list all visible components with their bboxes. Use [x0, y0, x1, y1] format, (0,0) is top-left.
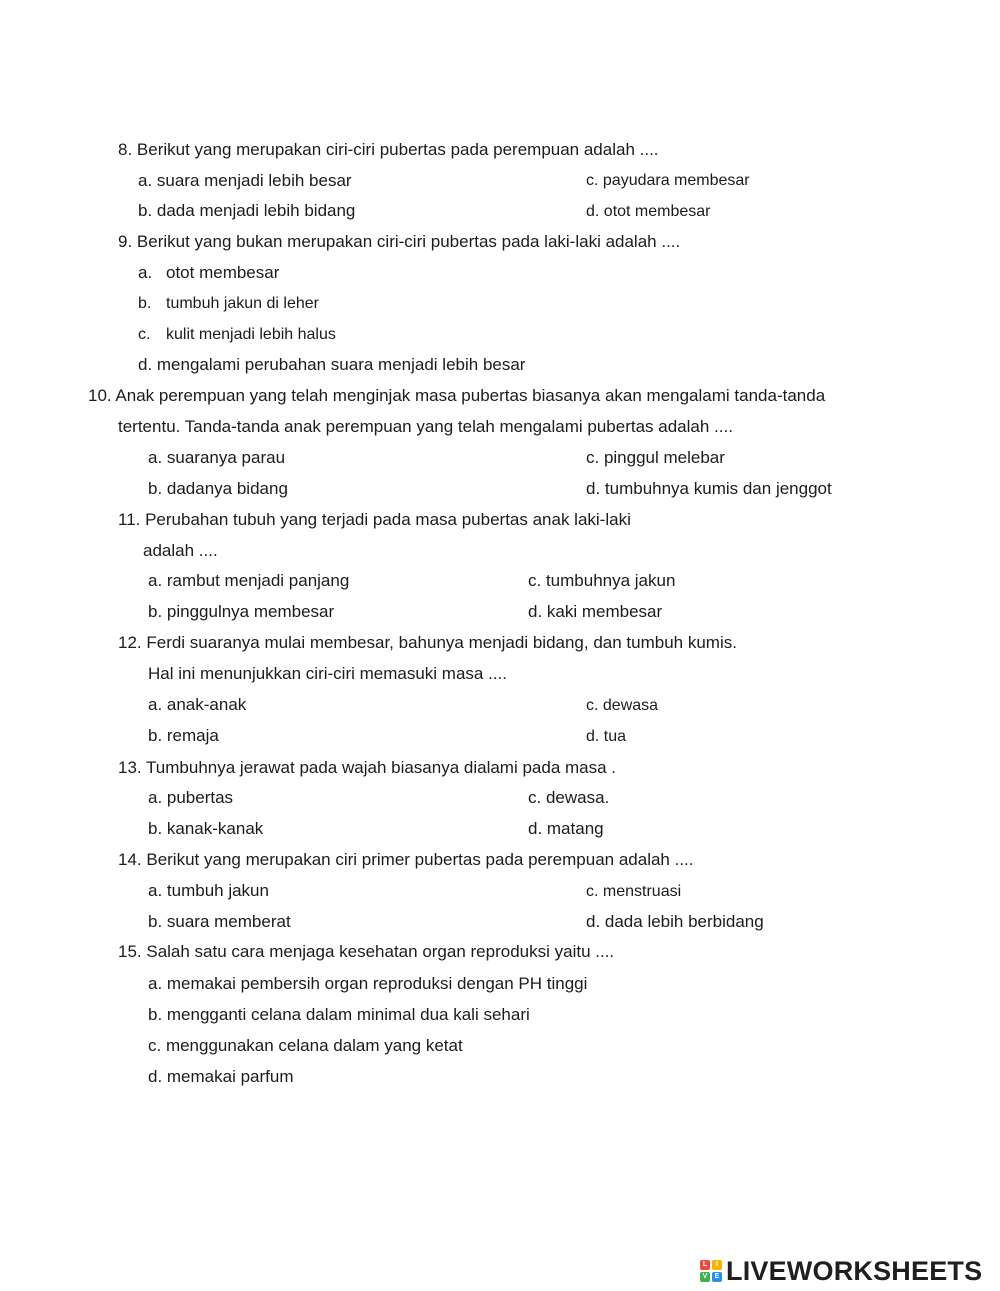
- q8-option-c: c. payudara membesar: [586, 172, 750, 189]
- q10-option-b: b. dadanya bidang: [148, 479, 288, 498]
- question-13: 13. Tumbuhnya jerawat pada wajah biasanya dialami pada masa .: [118, 758, 617, 777]
- q11-option-a: a. rambut menjadi panjang: [148, 571, 350, 590]
- q9-option-a-letter: a.: [138, 263, 153, 282]
- q14-option-c: c. menstruasi: [586, 883, 682, 900]
- q11-option-d: d. kaki membesar: [528, 602, 663, 621]
- logo-tile-l: L: [700, 1260, 710, 1270]
- question-10-line1: 10. Anak perempuan yang telah menginjak masa pubertas biasanya akan mengalami tanda-tanda: [88, 386, 826, 405]
- q8-option-b: b. dada menjadi lebih bidang: [138, 201, 356, 220]
- question-9: 9. Berikut yang bukan merupakan ciri-ciri pubertas pada laki-laki adalah ....: [118, 232, 681, 251]
- q11-option-b: b. pinggulnya membesar: [148, 602, 335, 621]
- question-12-line2: Hal ini menunjukkan ciri-ciri memasuki masa ....: [148, 664, 507, 683]
- q10-option-a: a. suaranya parau: [148, 448, 286, 467]
- question-15: 15. Salah satu cara menjaga kesehatan organ reproduksi yaitu ....: [118, 942, 615, 961]
- q15-option-d: d. memakai parfum: [148, 1067, 294, 1086]
- q14-option-d: d. dada lebih berbidang: [586, 912, 764, 931]
- q9-option-d: d. mengalami perubahan suara menjadi lebih besar: [138, 355, 526, 374]
- q15-option-c: c. menggunakan celana dalam yang ketat: [148, 1036, 463, 1055]
- q8-option-a: a. suara menjadi lebih besar: [138, 171, 352, 190]
- q14-option-b: b. suara memberat: [148, 912, 291, 931]
- liveworksheets-logo-icon: [700, 1260, 722, 1282]
- q12-option-a: a. anak-anak: [148, 695, 247, 714]
- question-10-line2: tertentu. Tanda-tanda anak perempuan yang telah mengalami pubertas adalah ....: [118, 417, 733, 436]
- q11-option-c: c. tumbuhnya jakun: [528, 571, 676, 590]
- q15-option-a: a. memakai pembersih organ reproduksi dengan PH tinggi: [148, 974, 588, 993]
- logo-tile-e: E: [712, 1272, 722, 1282]
- q9-option-b-letter: b.: [138, 295, 152, 312]
- q8-option-d: d. otot membesar: [586, 203, 711, 220]
- question-12-line1: 12. Ferdi suaranya mulai membesar, bahunya menjadi bidang, dan tumbuh kumis.: [118, 633, 737, 652]
- brand-name: LIVEWORKSHEETS: [726, 1255, 983, 1286]
- q9-option-c: kulit menjadi lebih halus: [166, 326, 336, 343]
- q13-option-d: d. matang: [528, 819, 604, 838]
- question-8: 8. Berikut yang merupakan ciri-ciri pubertas pada perempuan adalah ....: [118, 140, 659, 159]
- q9-option-c-letter: c.: [138, 326, 151, 343]
- q10-option-c: c. pinggul melebar: [586, 448, 725, 467]
- q13-option-a: a. pubertas: [148, 788, 234, 807]
- q15-option-b: b. mengganti celana dalam minimal dua kali sehari: [148, 1005, 530, 1024]
- q12-option-d: d. tua: [586, 728, 627, 745]
- q9-option-b: tumbuh jakun di leher: [166, 295, 319, 312]
- logo-tile-i: I: [712, 1260, 722, 1270]
- q12-option-b: b. remaja: [148, 726, 219, 745]
- question-11-line1: 11. Perubahan tubuh yang terjadi pada masa pubertas anak laki-laki: [118, 510, 631, 529]
- question-14: 14. Berikut yang merupakan ciri primer pubertas pada perempuan adalah ....: [118, 850, 694, 869]
- q12-option-c: c. dewasa: [586, 697, 659, 714]
- liveworksheets-brand: [700, 1256, 982, 1286]
- q10-option-d: d. tumbuhnya kumis dan jenggot: [586, 479, 832, 498]
- q14-option-a: a. tumbuh jakun: [148, 881, 269, 900]
- q9-option-a: otot membesar: [166, 263, 280, 282]
- question-11-line2: adalah ....: [143, 541, 218, 560]
- q13-option-b: b. kanak-kanak: [148, 819, 264, 838]
- q13-option-c: c. dewasa.: [528, 788, 610, 807]
- logo-tile-v: V: [700, 1272, 710, 1282]
